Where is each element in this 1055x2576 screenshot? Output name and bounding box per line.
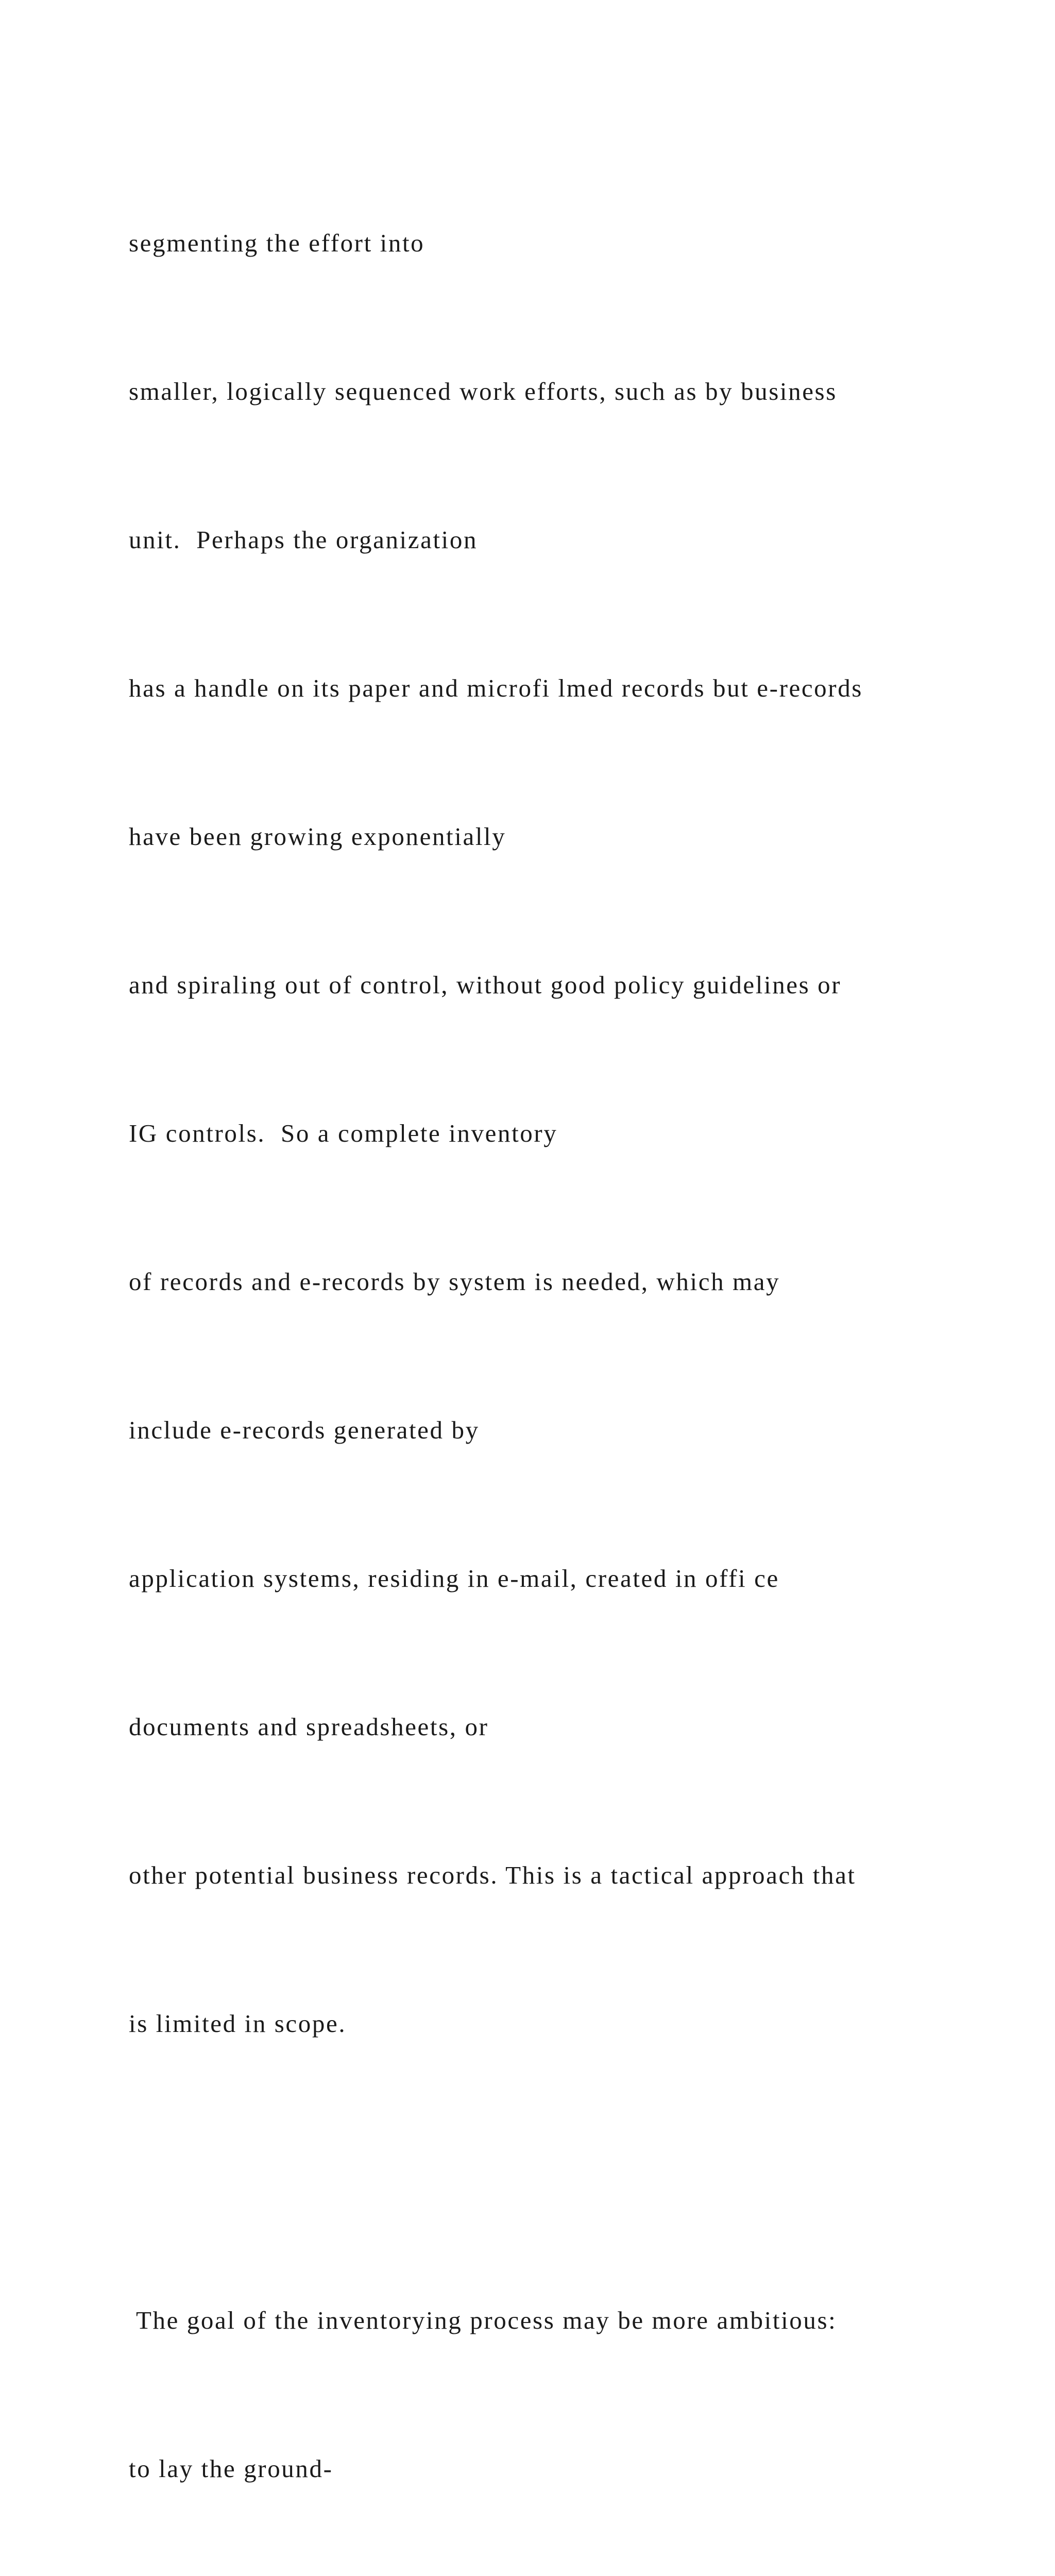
text-line: has a handle on its paper and microfi lmed records but e-records (129, 674, 863, 702)
text-line: and spiraling out of control, without good policy guidelines or (129, 971, 842, 999)
text-line: The goal of the inventorying process may be more ambitious: (129, 2306, 837, 2334)
blank-line (129, 2147, 984, 2197)
text-line: of records and e-records by system is needed, which may (129, 1267, 780, 1296)
body-text (129, 120, 984, 2576)
text-line: unit. Perhaps the organization (129, 526, 478, 554)
text-line: application systems, residing in e-mail, created in offi ce (129, 1564, 779, 1592)
text-line: smaller, logically sequenced work efforts, such as by business (129, 377, 837, 405)
text-line: segmenting the effort into (129, 229, 425, 257)
text-line: IG controls. So a complete inventory (129, 1119, 558, 1147)
text-line: have been growing exponentially (129, 822, 506, 851)
text-line: include e-records generated by (129, 1416, 480, 1444)
text-line: to lay the ground- (129, 2454, 333, 2483)
text-line: other potential business records. This is a tactical approach that (129, 1861, 856, 1889)
text-line: documents and spreadsheets, or (129, 1713, 489, 1741)
text-line: is limited in scope. (129, 2009, 347, 2038)
